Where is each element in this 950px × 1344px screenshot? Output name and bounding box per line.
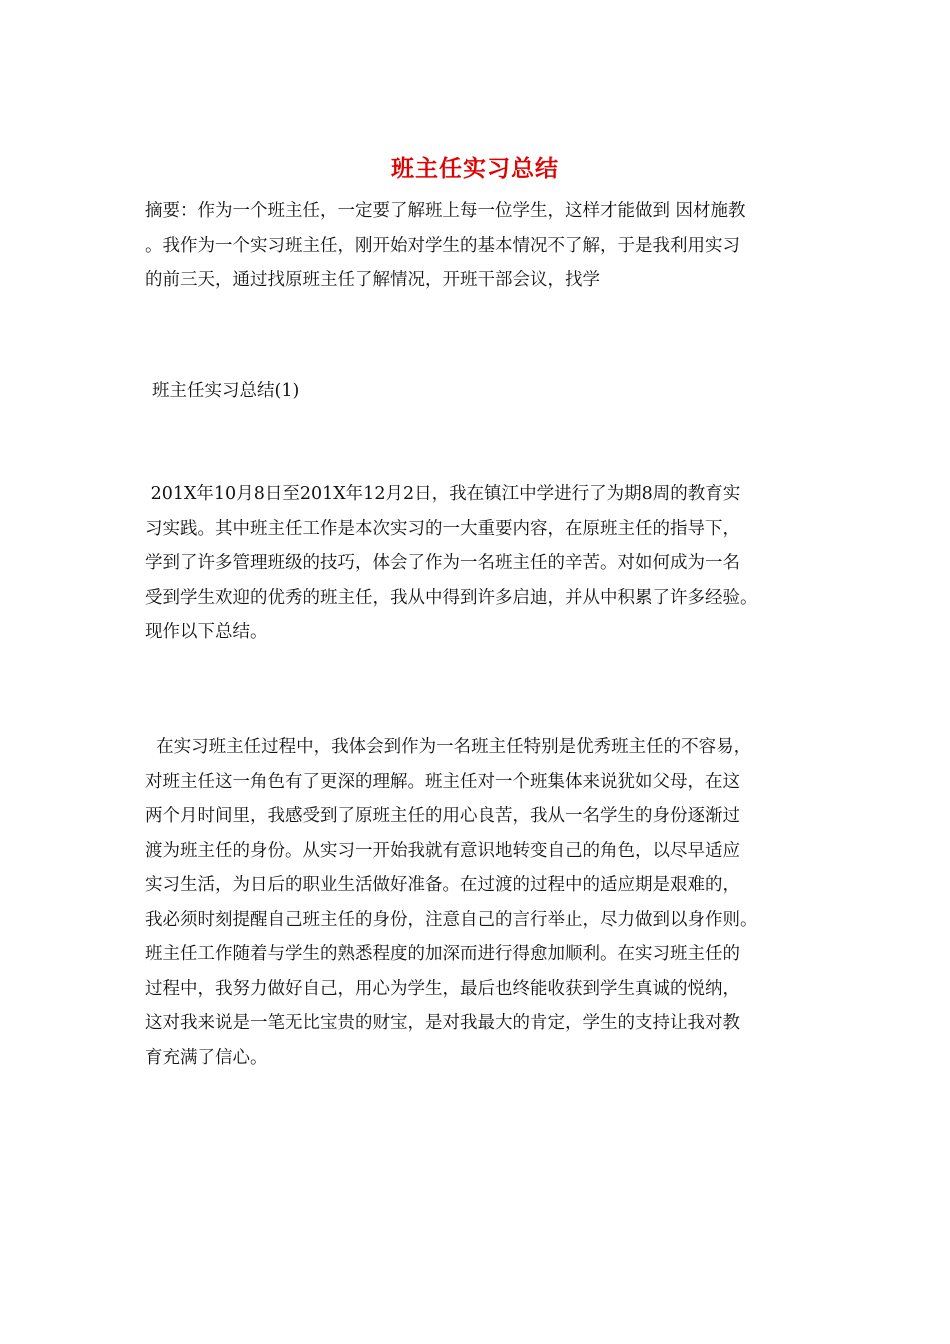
- paragraph-line: 班主任工作随着与学生的熟悉程度的加深而进行得愈加顺利。在实习班主任的: [145, 944, 740, 964]
- paragraph-line: 对班主任这一角色有了更深的理解。班主任对一个班集体来说犹如父母，在这: [145, 771, 740, 792]
- paragraph-line: 在实习班主任过程中，我体会到作为一名班主任特别是优秀班主任的不容易，: [145, 737, 752, 757]
- summary-line: 的前三天，通过找原班主任了解情况，开班干部会议，找学: [145, 270, 600, 290]
- summary-paragraph: [145, 194, 815, 298]
- body-paragraph-1: [145, 477, 815, 650]
- paragraph-line: 现作以下总结。: [145, 622, 268, 642]
- summary-line: 摘要：作为一个班主任，一定要了解班上每一位学生，这样才能做到 因材施教: [145, 201, 746, 221]
- paragraph-line: 我必须时刻提醒自己班主任的身份，注意自己的言行举止，尽力做到以身作则。: [145, 909, 758, 930]
- paragraph-line: 习实践。其中班主任工作是本次实习的一大重要内容，在原班主任的指导下，: [145, 518, 740, 539]
- section-heading: 班主任实习总结(1): [152, 381, 300, 401]
- paragraph-line: 过程中，我努力做好自己，用心为学生，最后也终能收获到学生真诚的悦纳，: [145, 978, 740, 999]
- paragraph-line: 育充满了信心。: [145, 1047, 268, 1068]
- paragraph-line: 渡为班主任的身份。从实习一开始我就有意识地转变自己的角色，以尽早适应: [145, 840, 740, 861]
- paragraph-line: 201X年10月8日至201X年12月2日，我在镇江中学进行了为期8周的教育实: [145, 484, 741, 504]
- paragraph-line: 受到学生欢迎的优秀的班主任，我从中得到许多启迪，并从中积累了许多经验。: [145, 587, 758, 608]
- summary-line: 。我作为一个实习班主任，刚开始对学生的基本情况不了解，于是我利用实习: [145, 235, 740, 256]
- body-paragraph-2: [145, 730, 815, 1075]
- document-title: 班主任实习总结: [391, 155, 559, 182]
- paragraph-line: 学到了许多管理班级的技巧，体会了作为一名班主任的辛苦。对如何成为一名: [145, 553, 740, 573]
- paragraph-line: 这对我来说是一笔无比宝贵的财宝，是对我最大的肯定，学生的支持让我对教: [145, 1013, 740, 1033]
- paragraph-line: 两个月时间里，我感受到了原班主任的用心良苦，我从一名学生的身份逐渐过: [145, 806, 740, 826]
- paragraph-line: 实习生活，为日后的职业生活做好准备。在过渡的过程中的适应期是艰难的，: [145, 875, 740, 895]
